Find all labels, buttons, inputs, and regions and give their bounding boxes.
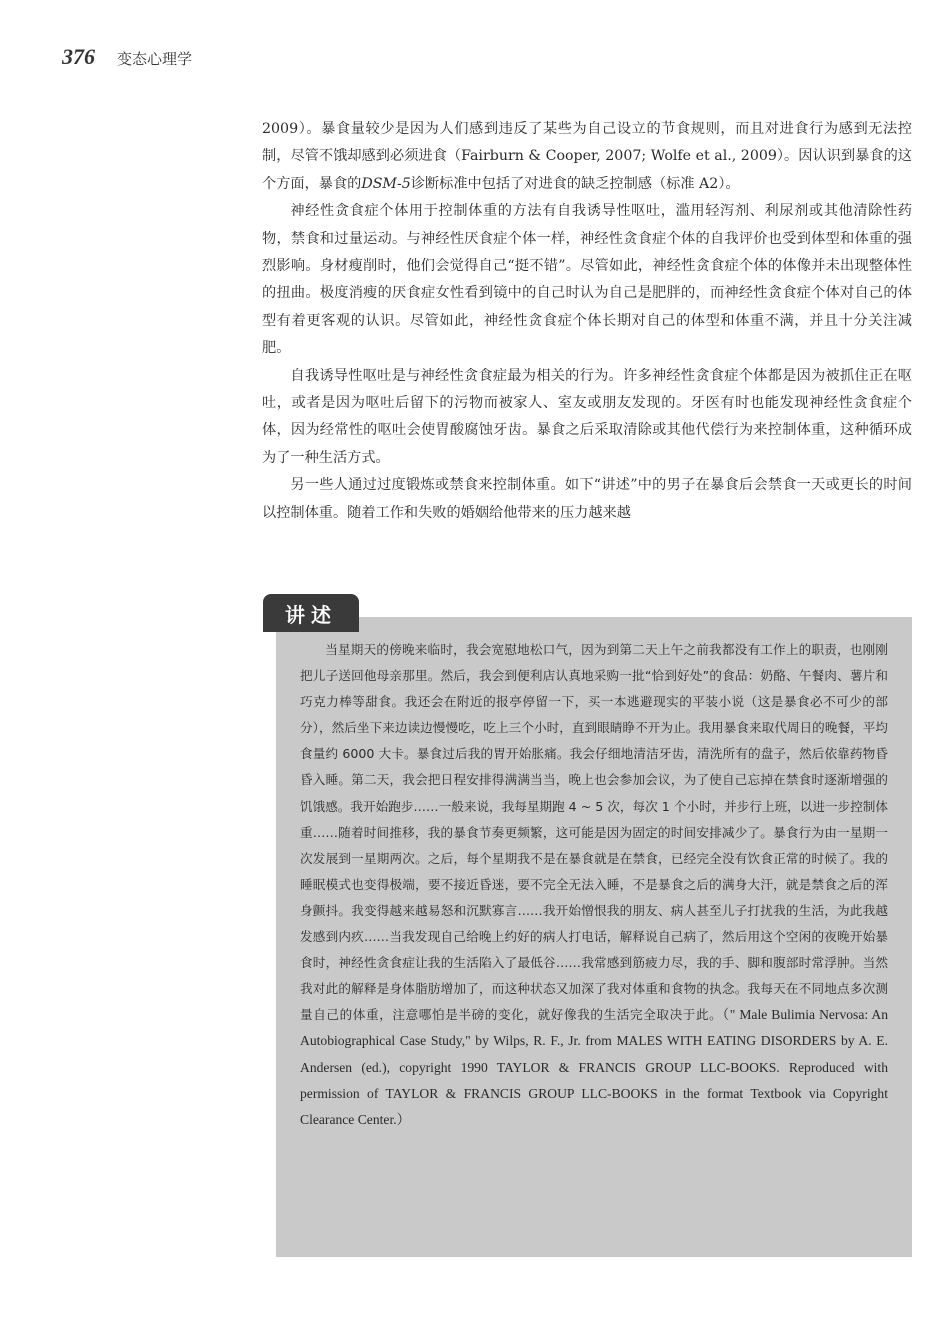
paragraph-3: 自我诱导性呕吐是与神经性贪食症最为相关的行为。许多神经性贪食症个体都是因为被抓住正在呕吐，或者是因为呕吐后留下的污物而被家人、室友或朋友发现的。牙医有时也能发现神经性贪食症个体，因为经常性的呕吐会使胃酸腐蚀牙齿。暴食之后采取清除或其他代偿行为来控制体重，这种循环成为了一种生活方式。 [262,367,912,466]
narrative-body: 当星期天的傍晚来临时，我会宽慰地松口气，因为到第二天上午之前我都没有工作上的职责，也刚刚把儿子送回他母亲那里。然后，我会到便利店认真地采购一批“恰到好处”的食品：奶酪、午餐肉、薯片和巧克力棒等甜食。我还会在附近的报亭停留一下，买一本逃避现实的平装小说（这是暴食必不可少的部分），然后坐下来边读边慢慢吃，吃上三个小时，直到眼睛睁不开为止。我用暴食来取代周日的晚餐，平均食量约 6000 大卡。暴食过后我的胃开始胀痛。我会仔细地清洁牙齿，清洗所有的盘子，然后依靠药物昏昏入睡。第二天，我会把日程安排得满满当当，晚上也会参加会议，为了使自己忘掉在禁食时逐渐增强的饥饿感。我开始跑步……一般来说，我每星期跑 4 ~ 5 次，每次 1 个小时，并步行上班，以进一步控制体重……随着时间推移，我的暴食节奏更频繁，这可能是因为固定的时间安排减少了。暴食行为由一星期一次发展到一星期两次。之后，每个星期我不是在暴食就是在禁食，已经完全没有饮食正常的时候了。我的睡眠模式也变得极端，要不接近昏迷，要不完全无法入睡，不是暴食之后的满身大汗，就是禁食之后的浑身颤抖。我变得越来越易怒和沉默寡言……我开始憎恨我的朋友、病人甚至儿子打扰我的生活，为此我越发感到内疚……当我发现自己给晚上约好的病人打电话，解释说自己病了，然后用这个空闲的夜晚开始暴食时，神经性贪食症让我的生活陷入了最低谷……我常感到筋疲力尽，我的手、脚和腹部时常浮肿。当然我对此的解释是身体脂肪增加了，而这种状态又加深了我对体重和食物的执念。我每天在不同地点多次测量自己的体重，注意哪怕是半磅的变化，就好像我的生活完全取决于此。 [300,642,888,1023]
paragraph-1-part-b: 诊断标准中包括了对进食的缺乏控制感（标准 A2）。 [410,175,740,192]
paragraph-1 [262,116,912,198]
dsm-label: DSM-5 [361,175,411,192]
page-number: 376 [62,44,95,69]
page-header [62,44,192,74]
main-text [262,116,912,527]
paragraph-4: 另一些人通过过度锻炼或禁食来控制体重。如下“讲述”中的男子在暴食后会禁食一天或更长的时间以控制体重。随着工作和失败的婚姻给他带来的压力越来越 [262,477,912,521]
running-title: 变态心理学 [117,50,193,68]
narrative-text [300,637,888,1133]
narrative-tab-label: 讲述 [285,602,337,627]
narrative-tab [263,594,359,632]
paragraph-2: 神经性贪食症个体用于控制体重的方法有自我诱导性呕吐，滥用轻泻剂、利尿剂或其他清除性药物，禁食和过量运动。与神经性厌食症个体一样，神经性贪食症个体的自我评价也受到体型和体重的强烈影响。身材瘦削时，他们会觉得自己“挺不错”。尽管如此，神经性贪食症个体的体像并未出现整体性的扭曲。极度消瘦的厌食症女性看到镜中的自己时认为自己是肥胖的，而神经性贪食症个体对自己的体型有着更客观的认识。尽管如此，神经性贪食症个体长期对自己的体型和体重不满，并且十分关注减肥。 [262,203,912,357]
narrative-citation: （" Male Bulimia Nervosa: An Autobiographical Case Study," by Wilps, R. F., Jr. from MALES WITH EATING DISORDERS by A. E. Andersen (ed.), copyright 1990 TAYLOR & FRANCIS GROUP LLC-BOOKS. Reproduced with permission of TAYLOR & FRANCIS GROUP LLC-BOOKS in the format Textbook via Copyright Clearance Center.） [300,1007,889,1127]
paragraph-1-part-a: 2009）。暴食量较少是因为人们感到违反了某些为自己设立的节食规则，而且对进食行为感到无法控制，尽管不饿却感到必须进食（Fairburn & Cooper, 2007; Wolfe et al., 2009）。因认识到暴食的这个方面，暴食的 [262,121,912,192]
